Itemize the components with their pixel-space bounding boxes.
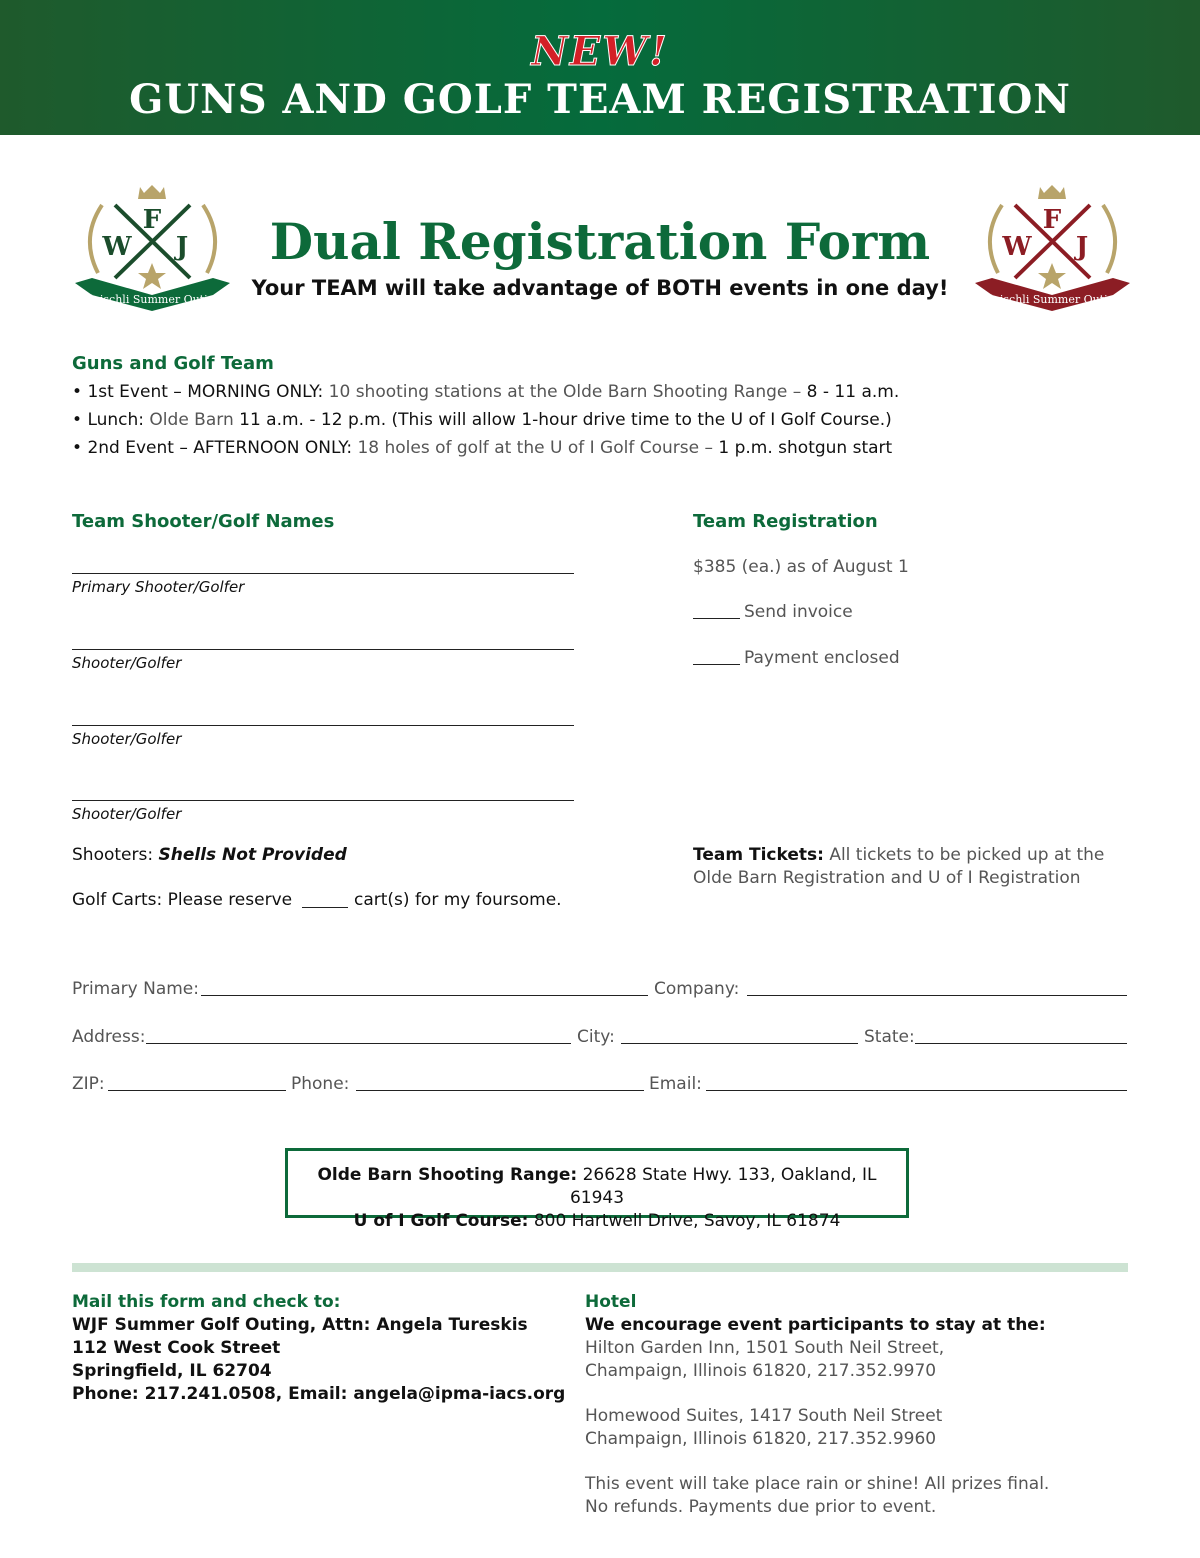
mail-line: 112 West Cook Street [72,1338,281,1358]
payment-enclosed-checkbox[interactable] [693,664,740,665]
golfer-4-field[interactable] [72,800,574,801]
field-caption: Shooter/Golfer [72,730,182,748]
registration-heading: Team Registration [693,511,878,532]
team-heading: Guns and Golf Team [72,353,274,374]
svg-text:J: J [175,232,189,262]
event-item-2: • Lunch: Olde Barn 11 a.m. - 12 p.m. (This will allow 1-hour drive time to the U of I Golf Course.) [72,410,892,430]
primary-name-label: Primary Name: [72,979,199,999]
range-address: 26628 State Hwy. 133, Oakland, IL 61943 [569,1165,877,1208]
mail-section [72,1291,565,1406]
form-subtitle: Your TEAM will take advantage of BOTH events in one day! [251,276,949,300]
mail-heading: Mail this form and check to: [72,1292,341,1312]
range-address-line [288,1164,906,1210]
locations-box [285,1148,909,1231]
company-label: Company: [654,979,740,999]
payment-enclosed-label: Payment enclosed [744,648,900,668]
carts-count-field[interactable] [302,907,348,908]
event-label: 2nd Event – AFTERNOON ONLY: [87,438,353,458]
field-caption: Shooter/Golfer [72,805,182,823]
shooters-note [72,844,347,866]
hotel-line: Champaign, Illinois 61820, 217.352.9970 [585,1361,937,1381]
hotel-line: Homewood Suites, 1417 South Neil Street [585,1406,943,1426]
tickets-line1: All tickets to be picked up at the [829,845,1105,865]
primary-name-field[interactable] [201,995,648,996]
city-label: City: [577,1027,615,1047]
event-time: 1 p.m. shotgun start [718,438,893,458]
svg-text:Fleischli Summer Outing: Fleischli Summer Outing [82,293,222,306]
event-item-3: • 2nd Event – AFTERNOON ONLY: 18 holes of golf at the U of I Golf Course – 1 p.m. shotgun start [72,438,893,458]
hotel-line: Champaign, Illinois 61820, 217.352.9960 [585,1429,937,1449]
hotel-line: Hilton Garden Inn, 1501 South Neil Street, [585,1338,945,1358]
address-field[interactable] [146,1043,571,1044]
send-invoice-label: Send invoice [744,602,853,622]
event-detail: 18 holes of golf at the U of I Golf Course – [352,438,719,458]
banner-title: GUNS AND GOLF TEAM REGISTRATION [129,76,1071,123]
event-detail: Olde Barn [144,410,240,430]
tickets-label: Team Tickets: [693,845,824,865]
golfer-3-field[interactable] [72,725,574,726]
mail-contact: Phone: 217.241.0508, Email: angela@ipma-iacs.org [72,1384,566,1404]
svg-text:Fleischli Summer Outing: Fleischli Summer Outing [982,293,1122,306]
zip-field[interactable] [108,1090,286,1091]
course-address: 800 Hartwell Drive, Savoy, IL 61874 [528,1211,841,1231]
event-item-1: • 1st Event – MORNING ONLY: 10 shooting stations at the Olde Barn Shooting Range – 8 - 11 a.m. [72,382,900,402]
email-field[interactable] [706,1090,1127,1091]
hotel-section [585,1291,1049,1519]
section-divider [72,1263,1128,1272]
hotel-intro: We encourage event participants to stay at the: [585,1315,1046,1335]
team-tickets [693,844,1104,866]
company-field[interactable] [747,995,1127,996]
city-field[interactable] [621,1043,858,1044]
send-invoice-checkbox[interactable] [693,618,740,619]
shells-note: Shells Not Provided [158,845,347,865]
event-label: Lunch: [87,410,145,430]
range-label: Olde Barn Shooting Range: [317,1165,578,1185]
event-note: No refunds. Payments due prior to event. [585,1497,937,1517]
field-caption: Primary Shooter/Golfer [72,578,245,596]
event-detail: 10 shooting stations at the Olde Barn Shooting Range – [323,382,807,402]
event-label: 1st Event – MORNING ONLY: [87,382,324,402]
carts-post: cart(s) for my foursome. [354,890,562,910]
address-label: Address: [72,1027,146,1047]
shooters-label: Shooters: [72,845,154,865]
phone-label: Phone: [291,1074,350,1094]
state-field[interactable] [915,1043,1127,1044]
primary-golfer-field[interactable] [72,573,574,574]
names-heading: Team Shooter/Golf Names [72,511,335,532]
tickets-line2: Olde Barn Registration and U of I Registration [693,868,1081,888]
wjf-logo-red [970,183,1135,318]
svg-text:J: J [1075,232,1089,262]
new-badge: NEW! [531,28,669,75]
wjf-logo-green [70,183,235,318]
event-time: 11 a.m. - 12 p.m. (This will allow 1-hour drive time to the U of I Golf Course.) [239,410,892,430]
golfer-2-field[interactable] [72,649,574,650]
course-address-line [288,1210,906,1233]
course-label: U of I Golf Course: [353,1211,529,1231]
field-caption: Shooter/Golfer [72,654,182,672]
zip-label: ZIP: [72,1074,105,1094]
state-label: State: [864,1027,915,1047]
mail-line: WJF Summer Golf Outing, Attn: Angela Tureskis [72,1315,528,1335]
mail-line: Springfield, IL 62704 [72,1361,272,1381]
email-label: Email: [649,1074,702,1094]
event-time: 8 - 11 a.m. [806,382,900,402]
svg-text:F: F [142,205,162,235]
price-text: $385 (ea.) as of August 1 [693,557,909,577]
svg-text:F: F [1042,205,1062,235]
svg-text:W: W [102,232,132,262]
event-note: This event will take place rain or shine! All prizes final. [585,1474,1050,1494]
carts-pre: Golf Carts: Please reserve [72,890,293,910]
hotel-heading: Hotel [585,1292,637,1312]
phone-field[interactable] [356,1090,644,1091]
golf-carts-line [72,889,292,911]
svg-text:W: W [1002,232,1032,262]
form-title: Dual Registration Form [269,212,931,271]
